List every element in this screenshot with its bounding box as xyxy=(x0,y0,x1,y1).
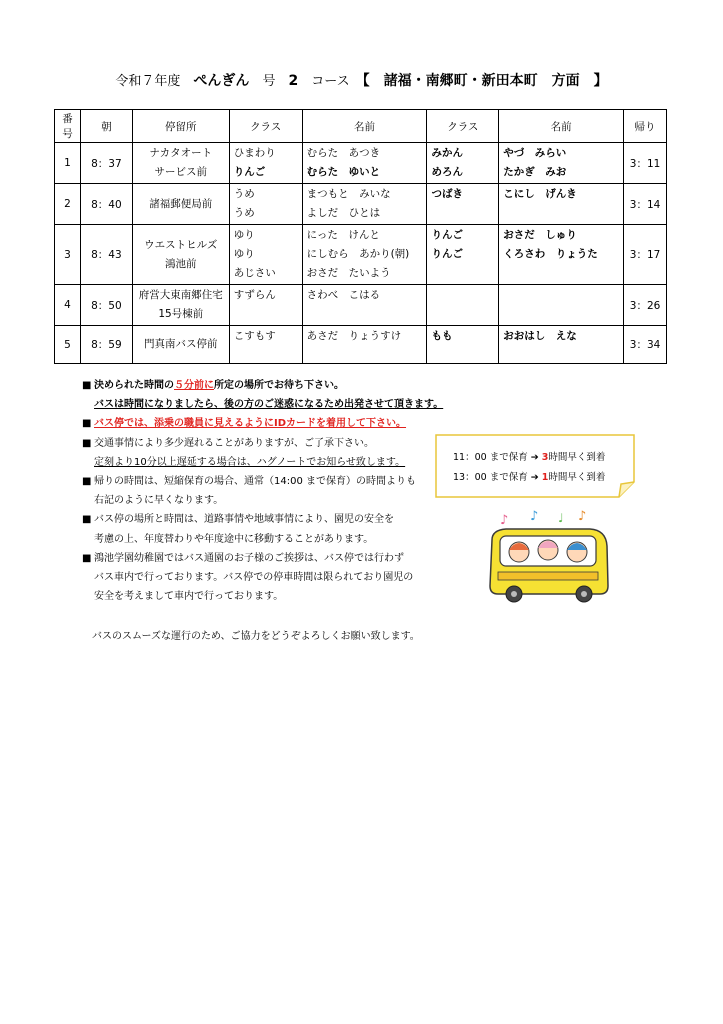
cell-class-line: こすもす xyxy=(233,330,276,342)
bus-icon xyxy=(490,529,608,602)
cell-name-line: まつもと みいな xyxy=(306,188,391,200)
cell-return-time: 3：34 xyxy=(624,326,667,364)
cell-class-line: りんご xyxy=(431,229,463,241)
sticky-note-shape xyxy=(435,434,635,498)
cell-name-line: あさだ りょうすけ xyxy=(306,330,402,342)
cell-name-line: やづ みらい xyxy=(503,147,567,159)
table-row xyxy=(55,184,667,225)
header-class: クラス xyxy=(427,110,499,143)
hours-value: 3 xyxy=(541,452,549,463)
note-text: 交通事情により多少遅れることがありますが、ご了承下さい。 xyxy=(94,437,374,449)
cell-class-line: りんご xyxy=(431,248,463,260)
cell-number: 1 xyxy=(55,143,81,184)
note-item xyxy=(82,434,452,453)
title-course-name: ぺんぎん xyxy=(193,73,250,89)
svg-text:♪: ♪ xyxy=(500,513,509,528)
cell-name-line: にしむら あかり(朝) xyxy=(306,248,410,260)
cell-stop-line: 諸福郵便局前 xyxy=(149,197,213,210)
cell-class-line: つばき xyxy=(431,188,463,200)
cell-return-time: 3：14 xyxy=(624,184,667,225)
early-arrival-line xyxy=(453,469,605,483)
cell-name xyxy=(499,225,624,285)
cell-class xyxy=(229,184,302,225)
svg-text:♪: ♪ xyxy=(578,509,587,524)
cell-class-line: ゆり xyxy=(233,229,255,241)
note-item xyxy=(82,549,452,568)
cell-class xyxy=(229,143,302,184)
arrow-right-icon: ➔ xyxy=(530,472,539,483)
cell-class xyxy=(427,184,499,225)
cell-stop xyxy=(132,326,229,364)
note-text: 決められた時間の xyxy=(94,380,174,391)
title-go: 号 xyxy=(262,74,276,89)
cell-morning-time: 8：37 xyxy=(80,143,132,184)
cell-name-line: さわべ こはる xyxy=(306,289,381,301)
cell-name xyxy=(499,326,624,364)
note-text: 鴻池学園幼稚園ではバス通園のお子様のご挨拶は、バス停では行わず xyxy=(94,552,404,564)
cell-class-line: うめ xyxy=(233,207,255,219)
cell-number: 3 xyxy=(55,225,81,285)
note-text: バスは時間になりましたら、後の方のご迷惑になるため出発させて頂きます。 xyxy=(94,399,444,411)
note-item-cont xyxy=(82,530,452,549)
cell-stop xyxy=(132,285,229,326)
cell-name xyxy=(302,326,427,364)
note-text: 11：00 まで保育 xyxy=(453,452,528,463)
note-item xyxy=(82,414,452,433)
cell-morning-time: 8：43 xyxy=(80,225,132,285)
table-row xyxy=(55,225,667,285)
cell-return-time: 3：17 xyxy=(624,225,667,285)
cell-number: 4 xyxy=(55,285,81,326)
closing-message: バスのスムーズな運行のため、ご協力をどうぞよろしくお願い致します。 xyxy=(92,631,420,642)
title-area: 【 諸福・南郷町・新田本町 方面 】 xyxy=(362,73,608,89)
note-text: 帰りの時間は、短縮保育の場合、通常（14:00 まで保育）の時間よりも xyxy=(94,476,416,488)
cell-stop-line: サービス前 xyxy=(154,166,207,178)
bullet-icon: ■ xyxy=(82,380,92,391)
note-item-cont xyxy=(82,587,452,606)
note-emphasis: バス停では、添乗の職員に見えるようにIDカードを着用して下さい。 xyxy=(94,418,407,430)
note-item xyxy=(82,376,452,395)
cell-morning-time: 8：50 xyxy=(80,285,132,326)
cell-stop-line: ウエストヒルズ xyxy=(144,238,218,251)
cell-name-line: にった けんと xyxy=(306,229,380,241)
page-title xyxy=(0,70,723,90)
table-row xyxy=(55,326,667,364)
cell-name-line: むらた ゆいと xyxy=(306,166,381,178)
note-text: 安全を考えまして車内で行っております。 xyxy=(94,591,284,603)
bus-route-table xyxy=(54,109,667,364)
cell-name xyxy=(499,285,624,326)
note-text: 13：00 まで保育 xyxy=(453,472,528,483)
cell-name-line: たかぎ みお xyxy=(503,166,567,178)
bullet-icon: ■ xyxy=(82,552,92,564)
cell-class xyxy=(229,285,302,326)
cell-name-line: くろさわ りょうた xyxy=(503,248,598,260)
note-text: 所定の場所でお待ち下さい。 xyxy=(214,380,344,391)
cell-class-line: めろん xyxy=(431,166,463,178)
bullet-icon: ■ xyxy=(82,418,92,430)
cell-stop xyxy=(132,225,229,285)
cell-name-line: よしだ ひとは xyxy=(306,207,381,219)
cell-morning-time: 8：59 xyxy=(80,326,132,364)
cell-morning-time: 8：40 xyxy=(80,184,132,225)
note-text: 時間早く到着 xyxy=(548,452,606,463)
note-item xyxy=(82,510,452,529)
bullet-icon: ■ xyxy=(82,476,92,488)
cell-class xyxy=(229,326,302,364)
cell-return-time: 3：26 xyxy=(624,285,667,326)
cell-class-line: みかん xyxy=(431,147,463,159)
hours-value: 1 xyxy=(541,472,549,483)
early-arrival-note xyxy=(435,434,635,498)
cell-class xyxy=(427,285,499,326)
cell-stop xyxy=(132,184,229,225)
header-name: 名前 xyxy=(499,110,624,143)
cell-name xyxy=(302,143,427,184)
title-course-label: コース xyxy=(311,74,350,89)
header-return: 帰り xyxy=(624,110,667,143)
header-name: 名前 xyxy=(302,110,427,143)
cell-class-line: ひまわり xyxy=(233,147,276,159)
note-item-cont xyxy=(82,395,452,414)
cell-class xyxy=(229,225,302,285)
note-item-cont xyxy=(82,568,452,587)
cell-name-line: おさだ しゅり xyxy=(503,229,577,241)
cell-name xyxy=(302,184,427,225)
cell-class-line: あじさい xyxy=(233,267,276,279)
cell-stop-line: 門真南バス停前 xyxy=(144,338,218,350)
cell-name xyxy=(499,143,624,184)
cell-name-line: こにし げんき xyxy=(503,188,577,200)
cell-class-line: りんご xyxy=(233,166,266,178)
cell-class-line: うめ xyxy=(233,188,255,200)
cell-class-line: ゆり xyxy=(233,248,255,260)
cell-number: 5 xyxy=(55,326,81,364)
cell-class xyxy=(427,225,499,285)
title-course-no: 2 xyxy=(288,73,299,89)
music-notes-icon xyxy=(500,509,586,528)
note-text: 考慮の上、年度替わりや年度途中に移動することがあります。 xyxy=(94,533,374,545)
cell-name-line: むらた あつき xyxy=(306,147,381,159)
table-row xyxy=(55,143,667,184)
school-bus-illustration xyxy=(478,508,618,608)
cell-name xyxy=(499,184,624,225)
notes-list xyxy=(82,376,452,606)
cell-class-line: すずらん xyxy=(233,289,276,301)
cell-stop-line: 府営大東南郷住宅 xyxy=(138,289,223,301)
header-number: 番号 xyxy=(55,110,81,143)
note-item xyxy=(82,472,452,491)
header-morning: 朝 xyxy=(80,110,132,143)
cell-name-line: おさだ たいよう xyxy=(306,267,391,279)
cell-class xyxy=(427,326,499,364)
arrow-right-icon: ➔ xyxy=(530,452,539,463)
table-header-row xyxy=(55,110,667,143)
note-text: 右記のように早くなります。 xyxy=(94,495,224,507)
header-class: クラス xyxy=(229,110,302,143)
title-year: 令和７年度 xyxy=(115,74,181,89)
early-arrival-line xyxy=(453,449,605,463)
note-emphasis: ５分前に xyxy=(174,380,214,391)
svg-text:♩: ♩ xyxy=(558,511,564,525)
cell-number: 2 xyxy=(55,184,81,225)
cell-stop-line: ナカタオート xyxy=(149,147,213,159)
note-item-cont xyxy=(82,491,452,510)
table-row xyxy=(55,285,667,326)
cell-class-line: もも xyxy=(431,330,453,342)
note-item-cont xyxy=(82,453,452,472)
bullet-icon: ■ xyxy=(82,437,92,449)
svg-text:♪: ♪ xyxy=(530,509,539,524)
note-text: 定刻より10分以上遅延する場合は、ハグノートでお知らせ致します。 xyxy=(94,456,406,468)
cell-return-time: 3：11 xyxy=(624,143,667,184)
cell-stop xyxy=(132,143,229,184)
cell-stop-line: 15号棟前 xyxy=(158,308,204,320)
note-text: 時間早く到着 xyxy=(548,472,606,483)
header-stop: 停留所 xyxy=(132,110,229,143)
cell-name xyxy=(302,285,427,326)
cell-class xyxy=(427,143,499,184)
cell-name xyxy=(302,225,427,285)
note-text: バス車内で行っております。バス停での停車時間は限られており園児の xyxy=(94,572,414,584)
cell-name-line: おおはし えな xyxy=(503,330,577,342)
cell-stop-line: 鴻池前 xyxy=(165,257,197,270)
bullet-icon: ■ xyxy=(82,514,92,526)
note-text: バス停の場所と時間は、道路事情や地域事情により、園児の安全を xyxy=(94,514,394,526)
